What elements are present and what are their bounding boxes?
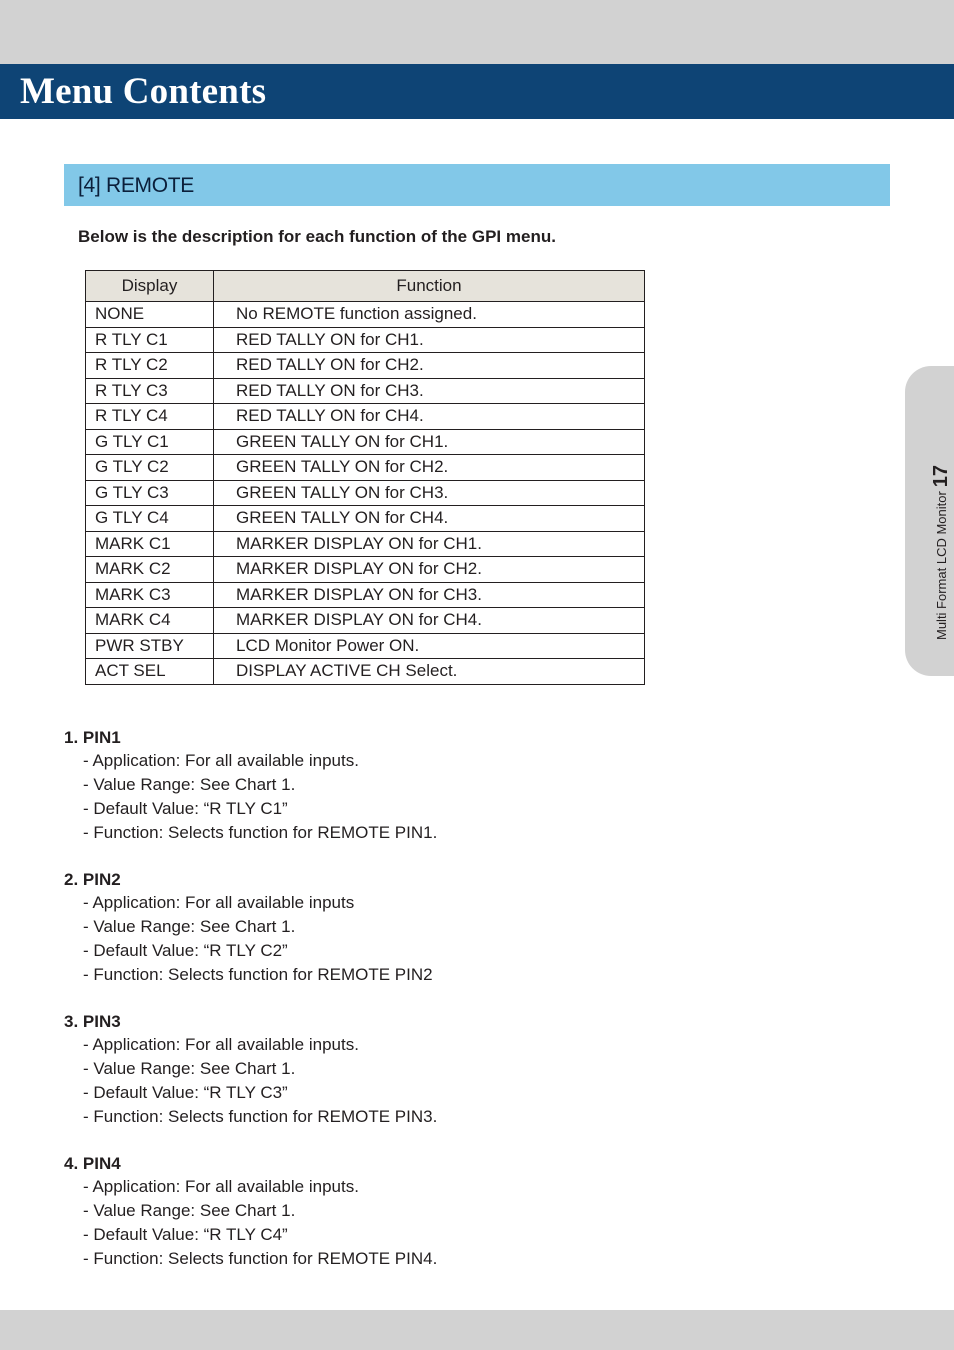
pin-detail-line: - Default Value: “R TLY C1”: [83, 799, 288, 818]
pin-detail-line: - Default Value: “R TLY C3”: [83, 1083, 288, 1102]
pin-detail-line: - Value Range: See Chart 1.: [83, 917, 296, 936]
pin-detail-line: - Value Range: See Chart 1.: [83, 775, 296, 794]
pin-detail-line: - Function: Selects function for REMOTE PIN2: [83, 965, 433, 984]
intro-text: Below is the description for each function of the GPI menu.: [78, 227, 556, 246]
table-row: [86, 455, 645, 481]
table-row: [86, 659, 645, 685]
function-cell: DISPLAY ACTIVE CH Select.: [214, 659, 645, 685]
side-tab-label: [930, 465, 953, 640]
display-cell: NONE: [86, 302, 214, 328]
display-cell: G TLY C4: [86, 506, 214, 532]
pin-detail-line: - Application: For all available inputs.: [83, 1177, 359, 1196]
display-cell: MARK C3: [86, 582, 214, 608]
manual-title: Multi Format LCD Monitor: [934, 491, 949, 640]
table-body: [86, 302, 645, 685]
table-row: [86, 302, 645, 328]
page-title: Menu Contents: [20, 71, 267, 112]
function-cell: RED TALLY ON for CH1.: [214, 327, 645, 353]
table-row: [86, 531, 645, 557]
function-cell: GREEN TALLY ON for CH2.: [214, 455, 645, 481]
function-table: [85, 270, 645, 685]
display-cell: G TLY C3: [86, 480, 214, 506]
pin-heading: 3. PIN3: [64, 1012, 121, 1031]
function-cell: GREEN TALLY ON for CH4.: [214, 506, 645, 532]
column-header-display: Display: [86, 271, 214, 302]
table-header-row: [86, 271, 645, 302]
display-cell: R TLY C4: [86, 404, 214, 430]
pin-section: [64, 868, 764, 987]
pin-section: [64, 726, 764, 845]
function-cell: RED TALLY ON for CH4.: [214, 404, 645, 430]
table-row: [86, 404, 645, 430]
pin-detail-line: - Default Value: “R TLY C4”: [83, 1225, 288, 1244]
display-cell: G TLY C1: [86, 429, 214, 455]
section-title: [4] REMOTE: [78, 174, 195, 197]
display-cell: PWR STBY: [86, 633, 214, 659]
display-cell: G TLY C2: [86, 455, 214, 481]
table-row: [86, 353, 645, 379]
function-cell: RED TALLY ON for CH3.: [214, 378, 645, 404]
pin-detail-line: - Function: Selects function for REMOTE PIN1.: [83, 823, 438, 842]
table-row: [86, 429, 645, 455]
display-cell: R TLY C1: [86, 327, 214, 353]
function-cell: MARKER DISPLAY ON for CH3.: [214, 582, 645, 608]
top-band: [0, 0, 954, 64]
table-row: [86, 582, 645, 608]
display-cell: R TLY C3: [86, 378, 214, 404]
pin-detail-line: - Application: For all available inputs.: [83, 1035, 359, 1054]
pin-detail-line: - Application: For all available inputs: [83, 893, 355, 912]
pin-heading: 1. PIN1: [64, 728, 121, 747]
table-row: [86, 608, 645, 634]
page-number: 17: [930, 464, 952, 488]
header-bar: [0, 64, 954, 119]
pin-list: [64, 726, 764, 1294]
table-row: [86, 506, 645, 532]
table-row: [86, 633, 645, 659]
display-cell: R TLY C2: [86, 353, 214, 379]
function-cell: GREEN TALLY ON for CH1.: [214, 429, 645, 455]
table-row: [86, 378, 645, 404]
column-header-function: Function: [214, 271, 645, 302]
section-header: [64, 164, 890, 206]
pin-detail-line: - Value Range: See Chart 1.: [83, 1059, 296, 1078]
function-cell: GREEN TALLY ON for CH3.: [214, 480, 645, 506]
display-cell: ACT SEL: [86, 659, 214, 685]
pin-heading: 2. PIN2: [64, 870, 121, 889]
function-cell: MARKER DISPLAY ON for CH4.: [214, 608, 645, 634]
table-row: [86, 327, 645, 353]
display-cell: MARK C4: [86, 608, 214, 634]
pin-detail-line: - Function: Selects function for REMOTE PIN3.: [83, 1107, 438, 1126]
display-cell: MARK C2: [86, 557, 214, 583]
display-cell: MARK C1: [86, 531, 214, 557]
function-cell: MARKER DISPLAY ON for CH1.: [214, 531, 645, 557]
function-cell: LCD Monitor Power ON.: [214, 633, 645, 659]
pin-detail-line: - Value Range: See Chart 1.: [83, 1201, 296, 1220]
function-cell: RED TALLY ON for CH2.: [214, 353, 645, 379]
pin-detail-line: - Function: Selects function for REMOTE PIN4.: [83, 1249, 438, 1268]
pin-detail-line: - Default Value: “R TLY C2”: [83, 941, 288, 960]
pin-section: [64, 1152, 764, 1271]
function-cell: MARKER DISPLAY ON for CH2.: [214, 557, 645, 583]
function-cell: No REMOTE function assigned.: [214, 302, 645, 328]
pin-detail-line: - Application: For all available inputs.: [83, 751, 359, 770]
table-row: [86, 480, 645, 506]
table-row: [86, 557, 645, 583]
pin-heading: 4. PIN4: [64, 1154, 121, 1173]
pin-section: [64, 1010, 764, 1129]
bottom-band: [0, 1310, 954, 1350]
